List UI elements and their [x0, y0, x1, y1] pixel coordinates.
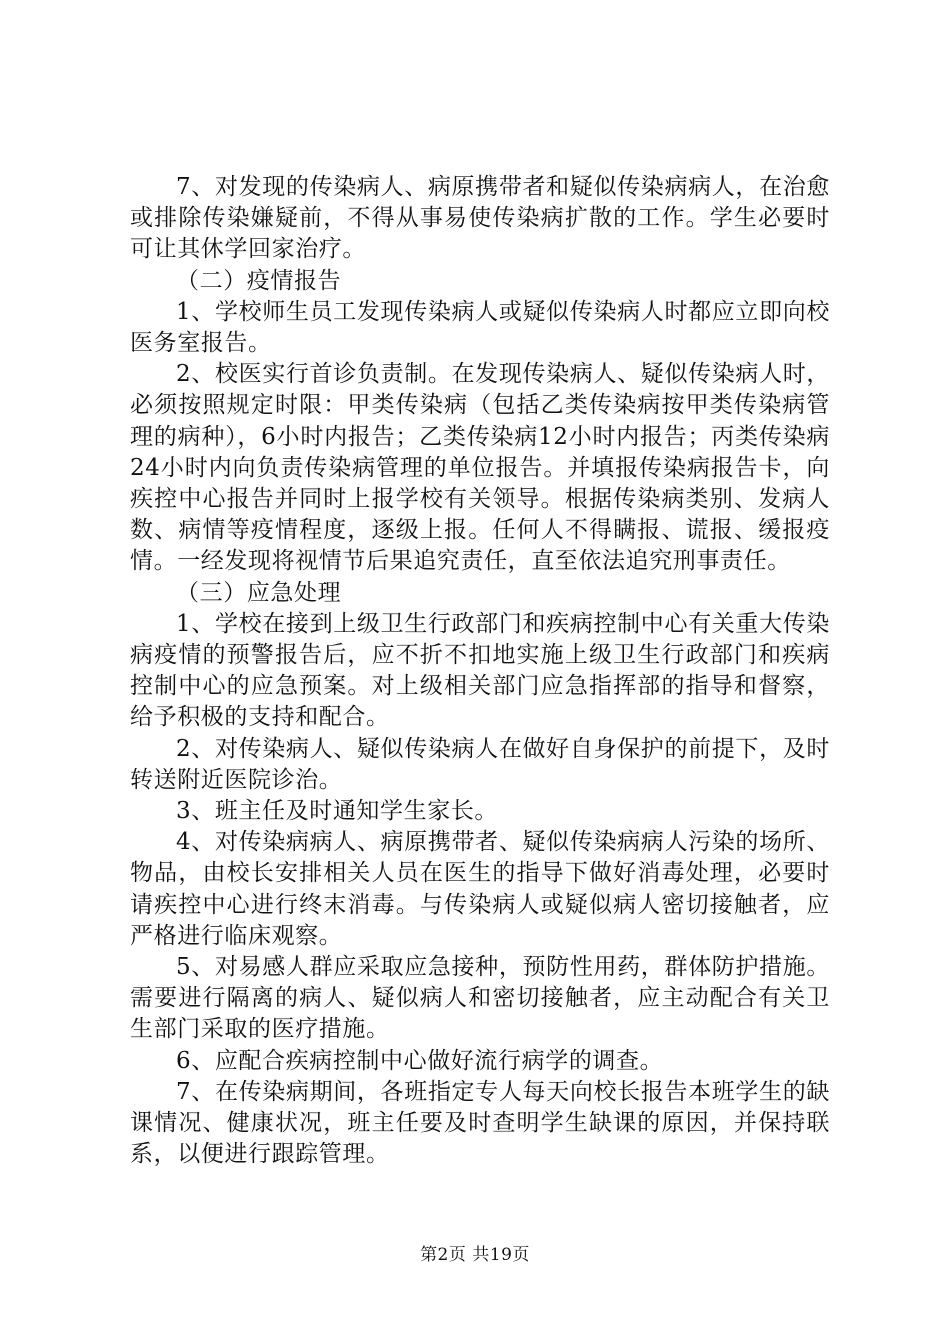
- document-body: [130, 172, 830, 1171]
- paragraph-disinfection: 4、对传染病病人、病原携带者、疑似传染病病人污染的场所、物品，由校长安排相关人员在医生的指导下做好消毒处理，必要时请疾控中心进行终末消毒。与传染病人或疑似病人密切接触者，应严格进行临床观察。: [130, 829, 830, 949]
- paragraph-notify-parents: 3、班主任及时通知学生家长。: [176, 798, 499, 825]
- paragraph-emergency-plan: 1、学校在接到上级卫生行政部门和疾病控制中心有关重大传染病疫情的预警报告后，应不折不扣地实施上级卫生行政部门和疾病控制中心的应急预案。对上级相关部门应急指挥部的指导和督察，给予积极的支持和配合。: [130, 610, 830, 731]
- paragraph-transfer-hospital: 2、对传染病人、疑似传染病人在做好自身保护的前提下，及时转送附近医院诊治。: [130, 735, 830, 793]
- paragraph-first-diagnosis: 2、校医实行首诊负责制。在发现传染病人、疑似传染病人时，必须按照规定时限：甲类传染病（包括乙类传染病按甲类传染病管理的病种），6小时内报告；乙类传染病12小时内报告；丙类传染病24小时内向负责传染病管理的单位报告。并填报传染病报告卡，向疾控中心报告并同时上报学校有关领导。根据传染病类别、发病人数、病情等疫情程度，逐级上报。任何人不得瞒报、谎报、缓报疫情。一经发现将视情节后果追究责任，直至依法追究刑事责任。: [130, 361, 830, 575]
- paragraph-report-to-clinic: 1、学校师生员工发现传染病人或疑似传染病人时都应立即向校医务室报告。: [130, 298, 830, 357]
- paragraph-vaccination: 5、对易感人群应采取应急接种，预防性用药，群体防护措施。需要进行隔离的病人、疑似病人和密切接触者，应主动配合有关卫生部门采取的医疗措施。: [130, 954, 830, 1043]
- section-heading-epidemic-report: （二）疫情报告: [176, 267, 342, 294]
- paragraph-epidemiology: 6、应配合疾病控制中心做好流行病学的调查。: [176, 1047, 664, 1074]
- page-number-footer: 第2页 共19页: [420, 1245, 530, 1265]
- paragraph-isolation-rule: 7、对发现的传染病人、病原携带者和疑似传染病病人，在治愈或排除传染嫌疑前，不得从事易使传染病扩散的工作。学生必要时可让其休学回家治疗。: [130, 174, 830, 263]
- paragraph-attendance-report: 7、在传染病期间，各班指定专人每天向校长报告本班学生的缺课情况、健康状况，班主任要及时查明学生缺课的原因，并保持联系，以便进行跟踪管理。: [130, 1078, 830, 1168]
- section-heading-emergency-handling: （三）应急处理: [176, 579, 342, 606]
